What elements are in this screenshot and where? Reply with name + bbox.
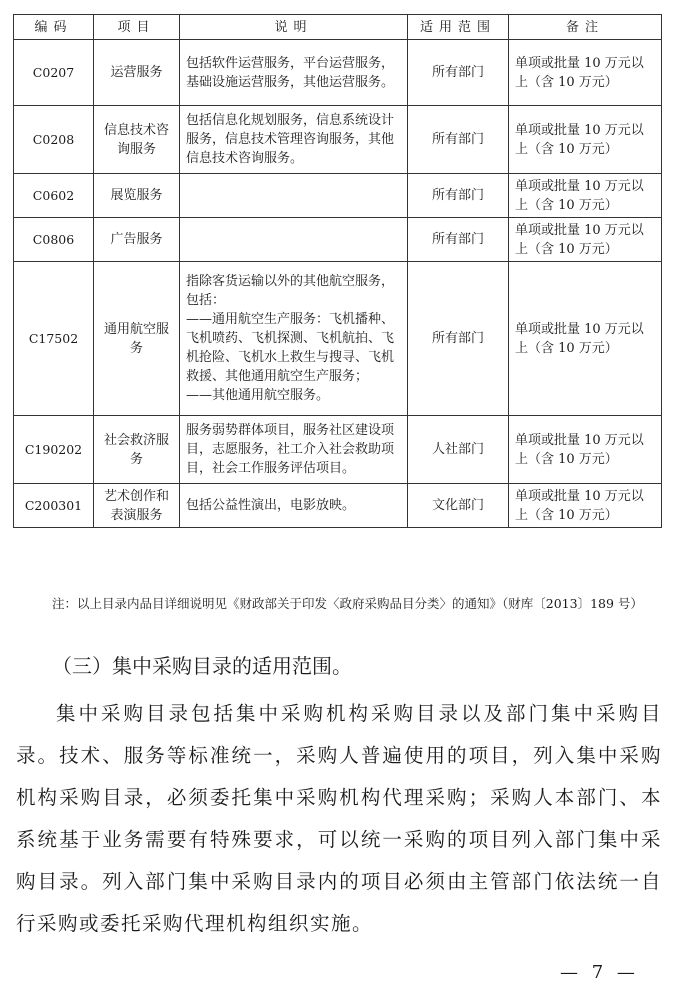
cell-code: C200301 [14, 484, 94, 528]
cell-code: C0208 [14, 106, 94, 174]
table-row [14, 174, 662, 218]
cell-description [180, 416, 408, 484]
page-number: — 7 — [560, 962, 639, 983]
cell-description [180, 174, 408, 218]
cell-remarks: 单项或批量 10 万元以上（含 10 万元） [509, 262, 662, 416]
table-row [14, 416, 662, 484]
table-body [14, 40, 662, 528]
header-scope: 适用范围 [408, 15, 509, 40]
table-row [14, 218, 662, 262]
header-code: 编码 [14, 15, 94, 40]
cell-scope: 所有部门 [408, 106, 509, 174]
cell-description [180, 218, 408, 262]
cell-remarks: 单项或批量 10 万元以上（含 10 万元） [509, 40, 662, 106]
cell-code: C0806 [14, 218, 94, 262]
description-line: 包括信息化规划服务，信息系统设计服务，信息技术管理咨询服务，其他信息技术咨询服务。 [186, 113, 395, 166]
header-item: 项目 [94, 15, 180, 40]
description-line: 服务弱势群体项目，服务社区建设项目，志愿服务，社工介入社会救助项目，社会工作服务评估项目。 [186, 423, 395, 476]
cell-scope: 人社部门 [408, 416, 509, 484]
description-line: 包括公益性演出，电影放映。 [186, 498, 356, 513]
cell-description [180, 484, 408, 528]
cell-remarks: 单项或批量 10 万元以上（含 10 万元） [509, 484, 662, 528]
cell-description [180, 106, 408, 174]
cell-code: C190202 [14, 416, 94, 484]
cell-scope: 所有部门 [408, 174, 509, 218]
description-line: ——通用航空生产服务：飞机播种、飞机喷药、飞机探测、飞机航拍、飞机抢险、飞机水上救生与搜寻、飞机救援、其他通用航空生产服务； [186, 312, 395, 384]
cell-item: 运营服务 [94, 40, 180, 106]
cell-item: 艺术创作和表演服务 [94, 484, 180, 528]
section-title: （三）集中采购目录的适用范围。 [52, 654, 352, 678]
body-paragraph: 集中采购目录包括集中采购机构采购目录以及部门集中采购目录。技术、服务等标准统一，采购人普遍使用的项目，列入集中采购机构采购目录，必须委托集中采购机构代理采购；采购人本部门、本系统基于业务需要有特殊要求，可以统一采购的项目列入部门集中采购目录。列入部门集中采购目录内的项目必须由主管部门依法统一自行采购或委托采购代理机构组织实施。 [16, 702, 662, 935]
table-row [14, 484, 662, 528]
cell-item: 社会救济服务 [94, 416, 180, 484]
procurement-catalog-table [13, 14, 662, 528]
table-row [14, 262, 662, 416]
cell-scope: 所有部门 [408, 218, 509, 262]
description-line: ——其他通用航空服务。 [186, 388, 330, 403]
cell-code: C0602 [14, 174, 94, 218]
description-line: 包括软件运营服务，平台运营服务，基础设施运营服务，其他运营服务。 [186, 55, 395, 90]
cell-scope: 所有部门 [408, 40, 509, 106]
cell-item: 展览服务 [94, 174, 180, 218]
table-row [14, 106, 662, 174]
cell-description [180, 262, 408, 416]
cell-item: 信息技术咨询服务 [94, 106, 180, 174]
cell-remarks: 单项或批量 10 万元以上（含 10 万元） [509, 174, 662, 218]
table-row [14, 40, 662, 106]
cell-description [180, 40, 408, 106]
cell-scope: 所有部门 [408, 262, 509, 416]
cell-item: 广告服务 [94, 218, 180, 262]
cell-item: 通用航空服务 [94, 262, 180, 416]
table-header-row [14, 15, 662, 40]
cell-code: C0207 [14, 40, 94, 106]
cell-remarks: 单项或批量 10 万元以上（含 10 万元） [509, 218, 662, 262]
footnote: 注：以上目录内品目详细说明见《财政部关于印发〈政府采购品目分类〉的通知》（财库〔2013〕189 号） [52, 596, 643, 611]
cell-scope: 文化部门 [408, 484, 509, 528]
header-description: 说明 [180, 15, 408, 40]
cell-code: C17502 [14, 262, 94, 416]
description-line: 指除客货运输以外的其他航空服务，包括： [186, 274, 395, 308]
cell-remarks: 单项或批量 10 万元以上（含 10 万元） [509, 106, 662, 174]
header-remarks: 备注 [509, 15, 662, 40]
cell-remarks: 单项或批量 10 万元以上（含 10 万元） [509, 416, 662, 484]
